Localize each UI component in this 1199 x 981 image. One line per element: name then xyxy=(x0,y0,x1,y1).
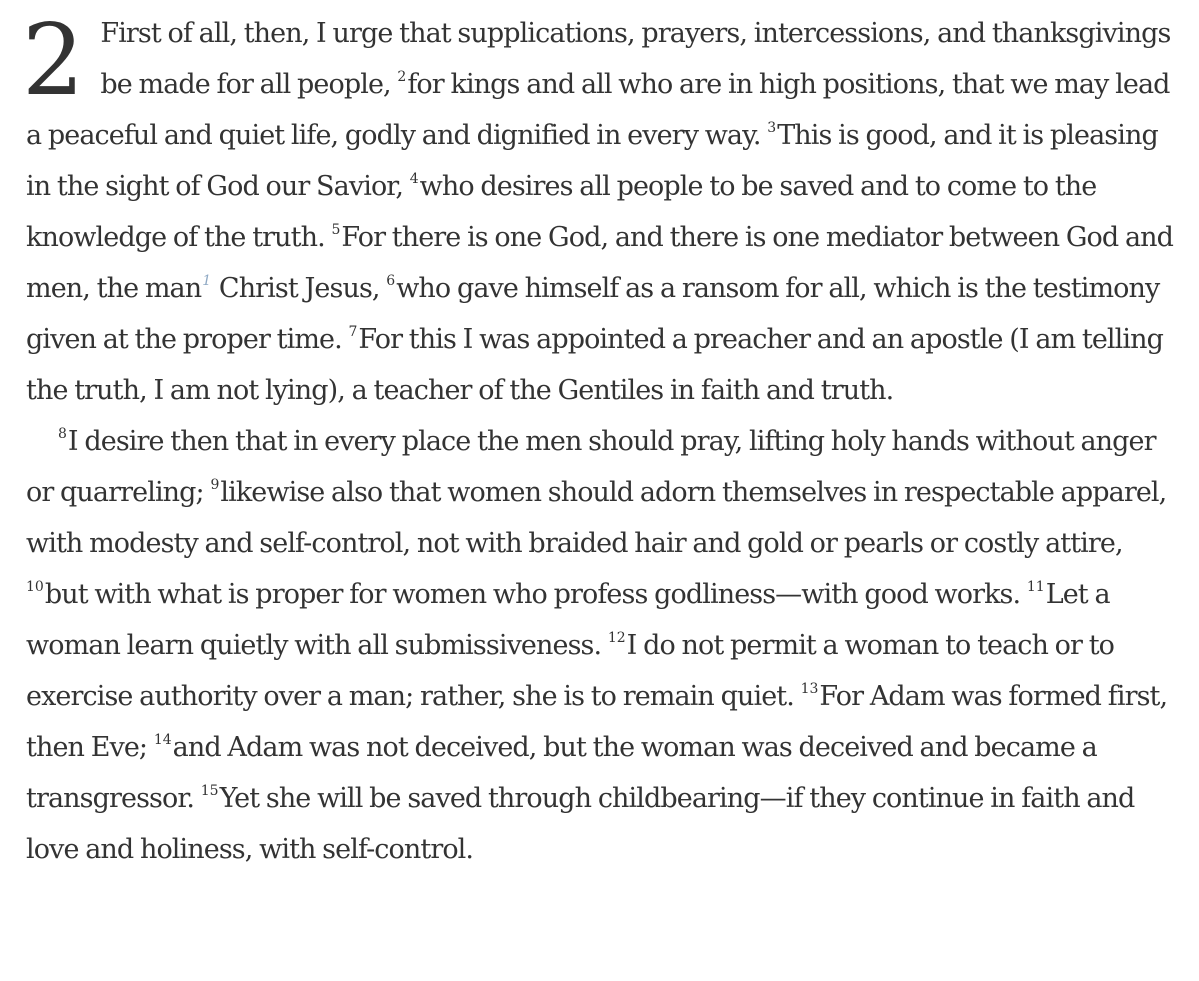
verse-number: 10 xyxy=(26,579,44,595)
chapter-number: 2 xyxy=(22,4,85,118)
verse-text: likewise also that women should adorn themselves in respectable apparel, with modesty and self-control, not with braided hair and gold or pearls or costly attire, xyxy=(26,477,1167,559)
verse-text: I desire then that in every place the men should pray, lifting holy hands without anger or quarreling; xyxy=(26,426,1156,508)
verse-text: Christ Jesus, xyxy=(212,273,387,304)
verse-number: 5 xyxy=(331,222,341,238)
verse-text: For Adam was formed first, then Eve; xyxy=(26,681,1168,763)
verse-number: 4 xyxy=(409,171,419,187)
verse-number: 2 xyxy=(397,69,407,85)
verse-number: 11 xyxy=(1026,579,1045,595)
verse-text: Yet she will be saved through childbearing—if they continue in faith and love and holiness, with self-control. xyxy=(26,783,1135,865)
verse-text: who gave himself as a ransom for all, which is the testimony given at the proper time. xyxy=(26,273,1160,355)
verse-number: 8 xyxy=(58,426,67,442)
verse-text: and Adam was not deceived, but the woman was deceived and became a transgressor. xyxy=(26,732,1097,814)
verse-number: 14 xyxy=(153,732,172,748)
paragraph xyxy=(26,416,1176,875)
verse-number: 3 xyxy=(767,120,777,136)
verse-text: For this I was appointed a preacher and an apostle (I am telling the truth, I am not lying), a teacher of the Gentiles in faith and truth. xyxy=(26,324,1164,406)
paragraph xyxy=(26,8,1176,416)
verse-number: 7 xyxy=(348,324,358,340)
verse-text: Let a woman learn quietly with all submissiveness. xyxy=(26,579,1110,661)
verse-text: who desires all people to be saved and to come to the knowledge of the truth. xyxy=(26,171,1097,253)
verse-number: 9 xyxy=(210,477,220,493)
verse-number: 13 xyxy=(800,681,819,697)
verse-number: 12 xyxy=(607,630,626,646)
scripture-passage xyxy=(22,4,1176,875)
verse-text: but with what is proper for women who profess godliness—with good works. xyxy=(44,579,1027,610)
footnote-link[interactable]: 1 xyxy=(202,273,211,289)
verse-text: This is good, and it is pleasing in the sight of God our Savior, xyxy=(26,120,1158,202)
verse-text: I do not permit a woman to teach or to exercise authority over a man; rather, she is to remain quiet. xyxy=(26,630,1115,712)
verse-number: 15 xyxy=(200,783,219,799)
verse-text: For there is one God, and there is one mediator between God and men, the man xyxy=(26,222,1174,304)
verse-text: First of all, then, I urge that supplications, prayers, intercessions, and thanksgivings be made for all people, xyxy=(100,18,1171,100)
verse-number: 6 xyxy=(386,273,396,289)
verse-text: for kings and all who are in high positions, that we may lead a peaceful and quiet life, godly and dignified in every way. xyxy=(26,69,1170,151)
